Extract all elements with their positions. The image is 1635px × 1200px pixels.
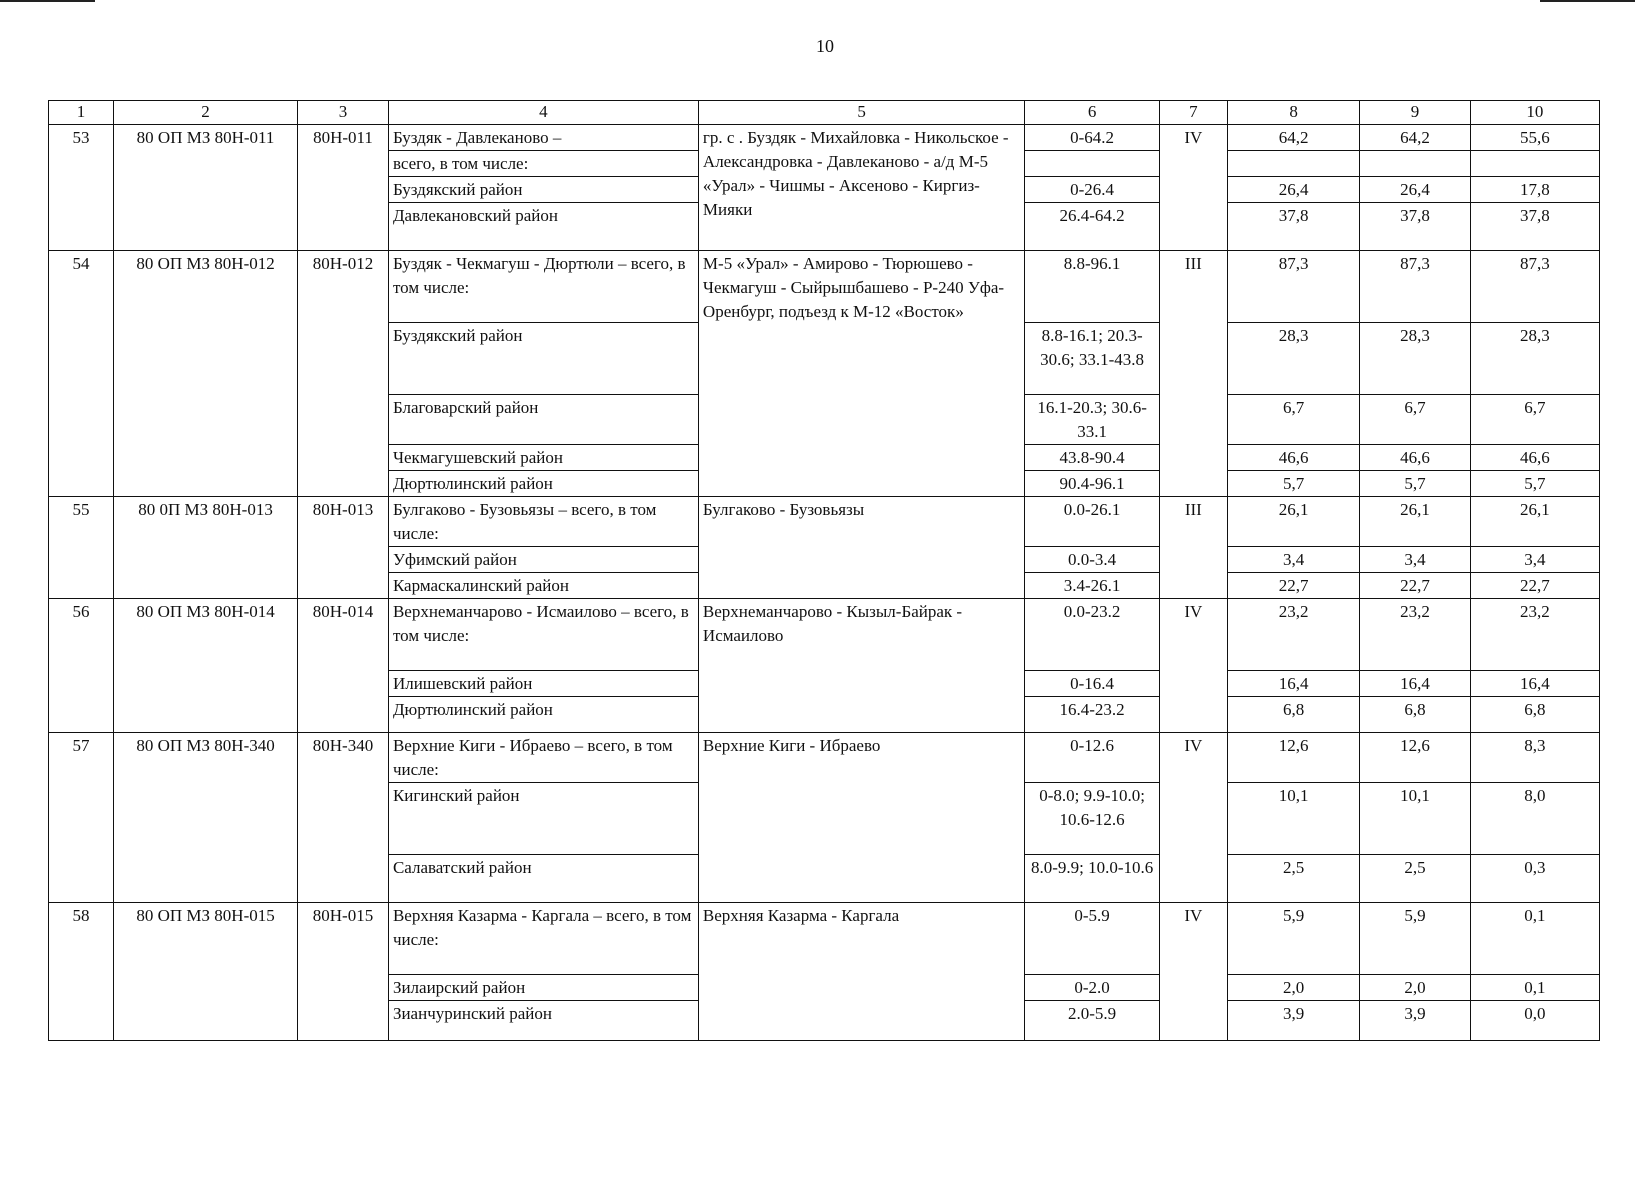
km-range: 8.8-16.1; 20.3-30.6; 33.1-43.8 (1025, 323, 1159, 395)
value-col-10: 3,4 (1470, 547, 1599, 573)
value-col-8: 5,7 (1227, 471, 1359, 497)
value-col-10: 22,7 (1470, 573, 1599, 599)
value-col-9: 16,4 (1360, 671, 1471, 697)
value-col-9: 22,7 (1360, 573, 1471, 599)
road-id-code: 80 ОП МЗ 80Н-340 (114, 733, 298, 903)
value-col-9: 5,9 (1360, 903, 1471, 975)
value-col-10: 26,1 (1470, 497, 1599, 547)
route-description: Булгаково - Бузовьязы (698, 497, 1025, 599)
entry-number: 54 (49, 251, 114, 497)
road-section-name: Кигинский район (388, 783, 698, 855)
value-col-10 (1470, 151, 1599, 177)
km-range: 0-8.0; 9.9-10.0; 10.6-12.6 (1025, 783, 1159, 855)
km-range: 3.4-26.1 (1025, 573, 1159, 599)
table-row-entry (49, 251, 1600, 323)
table-row-entry (49, 125, 1600, 151)
km-range: 0-12.6 (1025, 733, 1159, 783)
km-range: 0.0-23.2 (1025, 599, 1159, 671)
value-col-8: 5,9 (1227, 903, 1359, 975)
value-col-8: 2,0 (1227, 975, 1359, 1001)
road-section-name: Верхнеманчарово - Исмаилово – всего, в том числе: (388, 599, 698, 671)
value-col-8: 26,4 (1227, 177, 1359, 203)
road-section-name: Верхняя Казарма - Каргала – всего, в том числе: (388, 903, 698, 975)
road-section-name: Дюртюлинский район (388, 471, 698, 497)
entry-number: 58 (49, 903, 114, 1041)
road-id-code: 80 ОП МЗ 80Н-012 (114, 251, 298, 497)
header-row (49, 101, 1600, 125)
km-range: 0-26.4 (1025, 177, 1159, 203)
km-range: 26.4-64.2 (1025, 203, 1159, 251)
value-col-9: 6,8 (1360, 697, 1471, 733)
value-col-8: 28,3 (1227, 323, 1359, 395)
value-col-8: 37,8 (1227, 203, 1359, 251)
route-description: Верхняя Казарма - Каргала (698, 903, 1025, 1041)
km-range: 0-2.0 (1025, 975, 1159, 1001)
value-col-9: 28,3 (1360, 323, 1471, 395)
road-id-code: 80 ОП МЗ 80Н-015 (114, 903, 298, 1041)
value-col-10: 8,3 (1470, 733, 1599, 783)
road-short-code: 80Н-011 (298, 125, 389, 251)
value-col-8: 6,7 (1227, 395, 1359, 445)
road-section-name: Салаватский район (388, 855, 698, 903)
value-col-10: 0,1 (1470, 903, 1599, 975)
value-col-8: 16,4 (1227, 671, 1359, 697)
header-col-2: 2 (114, 101, 298, 125)
value-col-10: 16,4 (1470, 671, 1599, 697)
km-range: 0-5.9 (1025, 903, 1159, 975)
road-section-name: Илишевский район (388, 671, 698, 697)
value-col-9: 37,8 (1360, 203, 1471, 251)
road-short-code: 80Н-015 (298, 903, 389, 1041)
value-col-9: 26,1 (1360, 497, 1471, 547)
page-number: 10 (816, 36, 834, 56)
value-col-8: 6,8 (1227, 697, 1359, 733)
value-col-9: 2,5 (1360, 855, 1471, 903)
road-section-name: Кармаскалинский район (388, 573, 698, 599)
value-col-9: 6,7 (1360, 395, 1471, 445)
km-range: 16.4-23.2 (1025, 697, 1159, 733)
entry-number: 53 (49, 125, 114, 251)
road-category: IV (1159, 733, 1227, 903)
road-section-name: всего, в том числе: (388, 151, 698, 177)
route-description: Верхнеманчарово - Кызыл-Байрак - Исмаилово (698, 599, 1025, 733)
value-col-9: 10,1 (1360, 783, 1471, 855)
road-section-name: Булгаково - Бузовьязы – всего, в том числе: (388, 497, 698, 547)
value-col-9: 3,9 (1360, 1001, 1471, 1041)
road-section-name: Зианчуринский район (388, 1001, 698, 1041)
route-description: Верхние Киги - Ибраево (698, 733, 1025, 903)
value-col-9: 87,3 (1360, 251, 1471, 323)
road-section-name: Буздякский район (388, 177, 698, 203)
table-row-entry (49, 733, 1600, 783)
value-col-9: 3,4 (1360, 547, 1471, 573)
value-col-8: 2,5 (1227, 855, 1359, 903)
table-body (49, 101, 1600, 1041)
road-section-name: Зилаирский район (388, 975, 698, 1001)
road-section-name: Уфимский район (388, 547, 698, 573)
km-range: 8.0-9.9; 10.0-10.6 (1025, 855, 1159, 903)
table-row-entry (49, 903, 1600, 975)
value-col-8 (1227, 151, 1359, 177)
value-col-8: 3,9 (1227, 1001, 1359, 1041)
value-col-9: 5,7 (1360, 471, 1471, 497)
value-col-9: 26,4 (1360, 177, 1471, 203)
entry-number: 56 (49, 599, 114, 733)
header-col-8: 8 (1227, 101, 1359, 125)
entry-number: 57 (49, 733, 114, 903)
value-col-8: 10,1 (1227, 783, 1359, 855)
road-id-code: 80 ОП МЗ 80Н-011 (114, 125, 298, 251)
header-col-5: 5 (698, 101, 1025, 125)
value-col-8: 22,7 (1227, 573, 1359, 599)
value-col-8: 23,2 (1227, 599, 1359, 671)
value-col-9: 46,6 (1360, 445, 1471, 471)
value-col-9: 12,6 (1360, 733, 1471, 783)
value-col-10: 87,3 (1470, 251, 1599, 323)
route-description: гр. с . Буздяк - Михайловка - Никольское - Александровка - Давлеканово - а/д М-5 «Урал» - Чишмы - Аксеново - Киргиз-Мияки (698, 125, 1025, 251)
value-col-10: 46,6 (1470, 445, 1599, 471)
value-col-9 (1360, 151, 1471, 177)
entry-number: 55 (49, 497, 114, 599)
road-section-name: Буздяк - Чекмагуш - Дюртюли – всего, в том числе: (388, 251, 698, 323)
value-col-10: 28,3 (1470, 323, 1599, 395)
value-col-8: 64,2 (1227, 125, 1359, 151)
header-col-10: 10 (1470, 101, 1599, 125)
value-col-10: 23,2 (1470, 599, 1599, 671)
table-row-entry (49, 497, 1600, 547)
road-id-code: 80 ОП МЗ 80Н-014 (114, 599, 298, 733)
road-section-name: Буздякский район (388, 323, 698, 395)
value-col-9: 23,2 (1360, 599, 1471, 671)
value-col-10: 0,0 (1470, 1001, 1599, 1041)
roads-table (48, 100, 1600, 1041)
road-section-name: Верхние Киги - Ибраево – всего, в том числе: (388, 733, 698, 783)
km-range (1025, 151, 1159, 177)
value-col-9: 64,2 (1360, 125, 1471, 151)
value-col-10: 55,6 (1470, 125, 1599, 151)
km-range: 0-64.2 (1025, 125, 1159, 151)
road-category: IV (1159, 125, 1227, 251)
value-col-8: 87,3 (1227, 251, 1359, 323)
header-col-4: 4 (388, 101, 698, 125)
value-col-10: 0,3 (1470, 855, 1599, 903)
road-short-code: 80Н-340 (298, 733, 389, 903)
road-id-code: 80 0П МЗ 80Н-013 (114, 497, 298, 599)
value-col-8: 12,6 (1227, 733, 1359, 783)
value-col-10: 37,8 (1470, 203, 1599, 251)
value-col-8: 46,6 (1227, 445, 1359, 471)
road-section-name: Благоварский район (388, 395, 698, 445)
top-rule-right (1540, 0, 1635, 2)
km-range: 8.8-96.1 (1025, 251, 1159, 323)
header-col-3: 3 (298, 101, 389, 125)
road-category: III (1159, 251, 1227, 497)
header-col-7: 7 (1159, 101, 1227, 125)
value-col-9: 2,0 (1360, 975, 1471, 1001)
value-col-10: 17,8 (1470, 177, 1599, 203)
header-col-1: 1 (49, 101, 114, 125)
km-range: 43.8-90.4 (1025, 445, 1159, 471)
value-col-10: 6,7 (1470, 395, 1599, 445)
km-range: 0.0-26.1 (1025, 497, 1159, 547)
header-col-6: 6 (1025, 101, 1159, 125)
road-short-code: 80Н-014 (298, 599, 389, 733)
header-col-9: 9 (1360, 101, 1471, 125)
road-short-code: 80Н-013 (298, 497, 389, 599)
value-col-8: 26,1 (1227, 497, 1359, 547)
road-section-name: Буздяк - Давлеканово – (388, 125, 698, 151)
road-category: IV (1159, 599, 1227, 733)
road-category: III (1159, 497, 1227, 599)
road-section-name: Чекмагушевский район (388, 445, 698, 471)
route-description: М-5 «Урал» - Амирово - Тюрюшево - Чекмагуш - Сыйрышбашево - Р-240 Уфа-Оренбург, подъезд к М-12 «Восток» (698, 251, 1025, 497)
km-range: 0-16.4 (1025, 671, 1159, 697)
table-row-entry (49, 599, 1600, 671)
value-col-8: 3,4 (1227, 547, 1359, 573)
road-section-name: Дюртюлинский район (388, 697, 698, 733)
value-col-10: 5,7 (1470, 471, 1599, 497)
km-range: 90.4-96.1 (1025, 471, 1159, 497)
value-col-10: 0,1 (1470, 975, 1599, 1001)
top-rule-left (0, 0, 95, 2)
road-category: IV (1159, 903, 1227, 1041)
road-short-code: 80Н-012 (298, 251, 389, 497)
value-col-10: 8,0 (1470, 783, 1599, 855)
value-col-10: 6,8 (1470, 697, 1599, 733)
road-section-name: Давлекановский район (388, 203, 698, 251)
km-range: 0.0-3.4 (1025, 547, 1159, 573)
km-range: 2.0-5.9 (1025, 1001, 1159, 1041)
km-range: 16.1-20.3; 30.6-33.1 (1025, 395, 1159, 445)
